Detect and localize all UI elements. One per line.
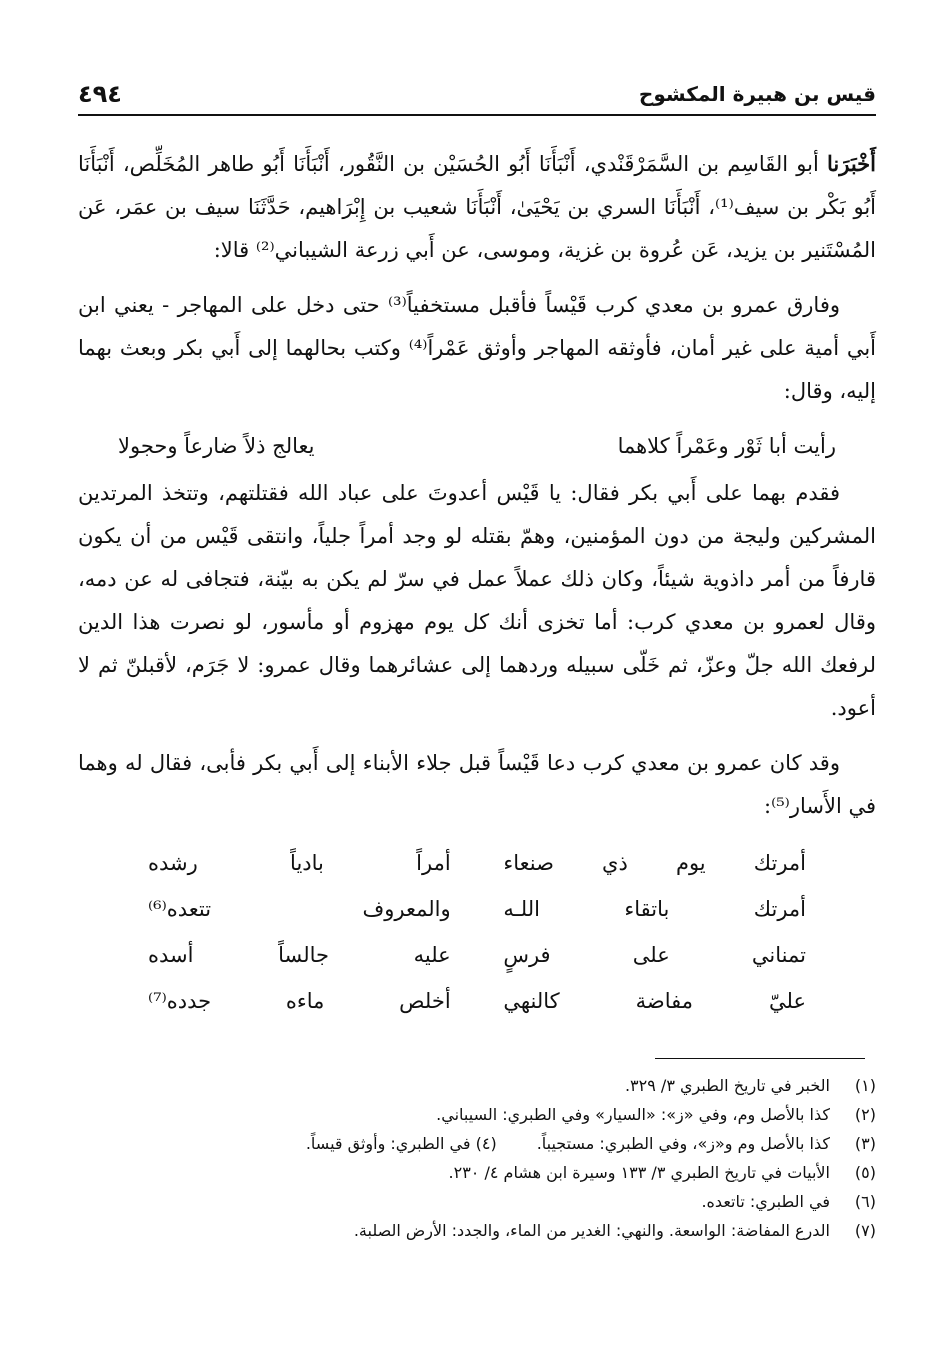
footnote-number: (٢) (854, 1105, 876, 1124)
paragraph-4: وقد كان عمرو بن معدي كرب دعا قَيْساً قبل جلاء الأبناء إلى أَبي بكر فأبى، فقال له وهما في الأَسار⁽⁵⁾: (78, 751, 876, 818)
verse-left-hemistich: يعالج ذلاً ضارعاً وحجولا (118, 434, 315, 458)
footnote-number: (٣) (854, 1134, 876, 1153)
poem-right-hemistich: تمناني على فرسٍ (503, 942, 806, 967)
paragraph-2: وفارق عمرو بن معدي كرب قَيْساً فأقبل مستخفياً⁽³⁾ حتى دخل على المهاجر - يعني ابن أَبي أمية على غير أمان، فأوثقه المهاجر وأوثق عَمْراً⁽⁴⁾ وكتب بحالهما إلى أَبي بكر وبعث بهما إليه، وقال: (78, 293, 876, 403)
footnote (78, 1100, 876, 1129)
footnote-number: (٤) (475, 1134, 497, 1153)
running-title: قيس بن هبيرة المكشوح (638, 82, 876, 106)
poem-left-hemistich: عليه جالساً أسده (148, 942, 451, 967)
footnote-text: الخبر في تاريخ الطبري ٣/ ٣٢٩. (624, 1076, 830, 1095)
footnote (78, 1129, 876, 1158)
footnote-text: كذا بالأصل وم، وفي «ز»: «السيار» وفي الطبري: السيباني. (436, 1105, 830, 1124)
footnote (78, 1216, 876, 1245)
poem-left-hemistich: والمعروف تتعده⁽⁶⁾ (148, 896, 451, 921)
footnote-text: كذا بالأصل وم و«ز»، وفي الطبري: مستجيباً. (536, 1134, 830, 1153)
poem-right-hemistich: عليّ مفاضة كالنهي (503, 988, 806, 1013)
footnote-text: في الطبري: وأوثق قيساً. (305, 1134, 471, 1153)
footnote-number: (١) (854, 1076, 876, 1095)
page-number: ٤٩٤ (78, 80, 122, 108)
footnote (78, 1158, 876, 1187)
main-text (78, 142, 876, 1024)
poem-line (148, 978, 806, 1024)
verse-right-hemistich: رأيت أبا ثَوْر وعَمْراً كلاهما (617, 434, 836, 458)
poem-line (148, 886, 806, 932)
poem (148, 840, 806, 1024)
footnote-divider (655, 1058, 865, 1059)
footnote-number: (٥) (854, 1163, 876, 1182)
poem-right-hemistich: أمرتك يوم ذي صنعاء (503, 850, 806, 875)
footnote-text: الدرع المفاضة: الواسعة. والنهي: الغدير من الماء، والجدد: الأرض الصلبة. (353, 1221, 830, 1240)
footnote-text: في الطبري: تاتعده. (701, 1192, 830, 1211)
footnote-number: (٦) (854, 1192, 876, 1211)
footnote-pair (306, 1129, 830, 1158)
paragraph-isnad (78, 142, 876, 272)
footnotes (78, 1071, 876, 1245)
footnote-inline (306, 1129, 497, 1158)
paragraph-3: فقدم بهما على أَبي بكر فقال: يا قَيْس أعدوتَ على عباد الله فقتلتهم، وتتخذ المرتدين المشركين وليجة من دون المؤمنين، وهمّ بقتله لو وجد أمراً جلياً، وانتقى قَيْس من أن يكون قارفاً من أمر داذوية شيئاً، وكان ذلك عملاً عمل في سرّ لم يكن به بيّنة، فتجافى له عن دمه، وقال لعمرو بن معدي كرب: أما تخزى أنك كل يوم مهزوم أو مأسور، لو نصرت هذا الدين لرفعك الله جلّ وعزّ، ثم خَلّى سبيله وردهما إلى عشائرهما وقال عمرو: لا جَرَم، لأقبلنّ ثم لا أعود. (78, 481, 877, 720)
isnad-keyword: أَخْبَرَنا (827, 151, 876, 176)
poem-left-hemistich: أمراً بادياً رشده (148, 850, 451, 875)
footnote (78, 1071, 876, 1100)
verse-line (118, 425, 836, 468)
poem-left-hemistich: أخلص ماءه جدده⁽⁷⁾ (148, 988, 451, 1013)
footnote-text: الأبيات في تاريخ الطبري ٣/ ١٣٣ وسيرة ابن هشام ٤/ ٢٣٠. (448, 1163, 830, 1182)
footnote (78, 1187, 876, 1216)
poem-right-hemistich: أمرتك باتقاء اللـه (503, 896, 806, 921)
page-header (78, 74, 876, 116)
footnote-number: (٧) (854, 1221, 876, 1240)
isnad-text: أبو القَاسِم بن السَّمَرْقَنْدي، أَنْبَأَنَا أَبُو الحُسَيْن بن النَّقُور، أَنْبَأَنَا أَبُو طاهر المُخَلِّص، أَنْبَأَنَا أَبُو بَكْر بن سيف⁽¹⁾، أَنْبَأَنَا السري بن يَحْيَىٰ، أَنْبَأَنَا شعيب بن إِبْرَاهيم، حَدَّثَنَا سيف بن عمَر، عَن المُسْتَنير بن يزيد، عَن عُروة بن غزية، وموسى، عن أَبي زرعة الشيباني⁽²⁾ قالا: (78, 152, 876, 262)
poem-line (148, 932, 806, 978)
poem-line (148, 840, 806, 886)
